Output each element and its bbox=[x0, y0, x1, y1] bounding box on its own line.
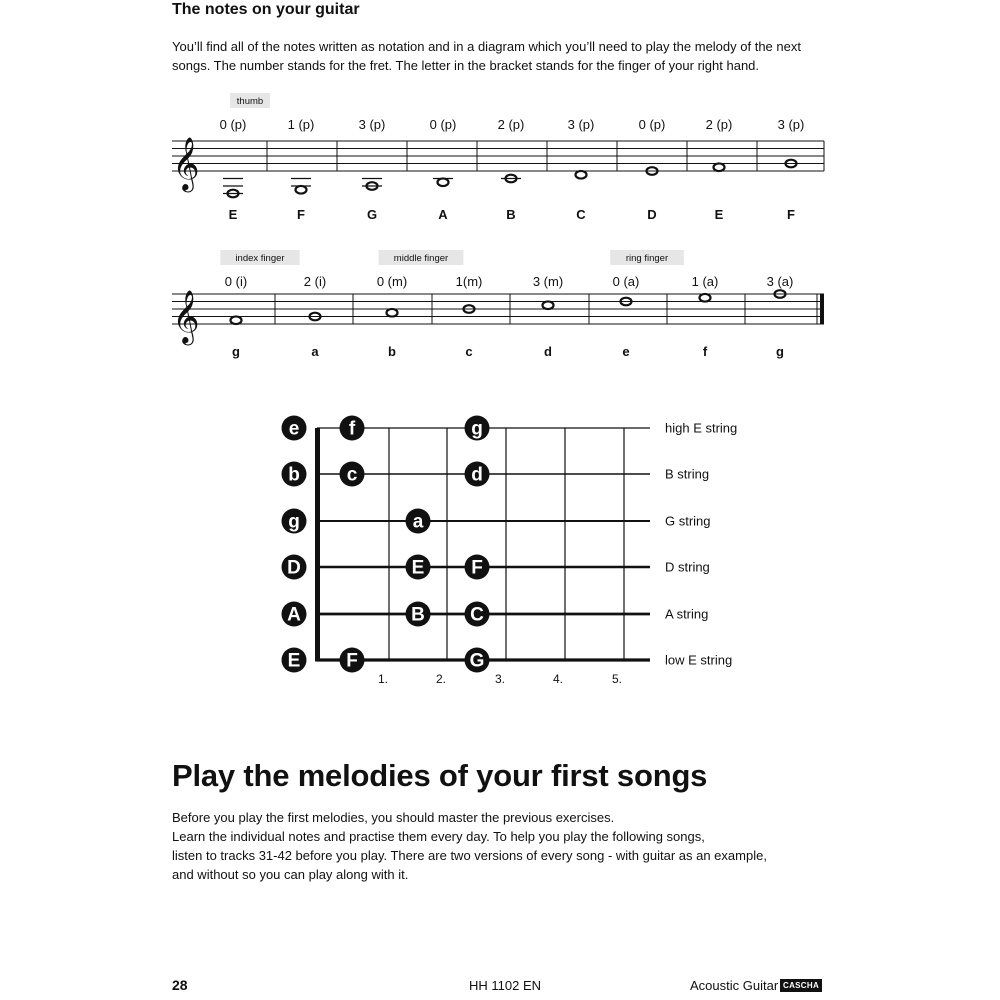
note-name: C bbox=[576, 207, 586, 222]
product-name: Acoustic Guitar bbox=[690, 978, 779, 993]
open-string-marker-label: b bbox=[288, 464, 300, 486]
fret-finger-label: 3 (p) bbox=[777, 117, 805, 132]
fret-finger-label: 0 (p) bbox=[429, 117, 457, 132]
note-name: D bbox=[647, 207, 657, 222]
open-string-marker-label: g bbox=[288, 511, 300, 533]
fret-finger-label: 3 (a) bbox=[766, 274, 794, 289]
fret-note-marker-label: d bbox=[471, 464, 483, 486]
fret-note-marker-label: G bbox=[469, 650, 485, 672]
note-name: c bbox=[465, 344, 473, 359]
note-name: b bbox=[388, 344, 396, 359]
paragraph-line: listen to tracks 31-42 before you play. There are two versions of every song - with guitar as an example, bbox=[172, 848, 767, 863]
whole-note bbox=[296, 186, 307, 194]
note-name: A bbox=[438, 207, 448, 222]
fret-note-marker-label: c bbox=[346, 464, 358, 486]
note-name: f bbox=[702, 344, 708, 359]
brand-logo: CASCHA bbox=[780, 979, 822, 992]
fret-finger-label: 0 (m) bbox=[376, 274, 408, 289]
fret-finger-label: 0 (a) bbox=[612, 274, 640, 289]
fret-finger-label: 3 (p) bbox=[358, 117, 386, 132]
treble-clef: 𝄞 bbox=[172, 137, 200, 189]
fret-finger-label: 0 (i) bbox=[224, 274, 248, 289]
fret-note-marker-label: F bbox=[471, 557, 483, 579]
fret-finger-label: 1 (p) bbox=[287, 117, 315, 132]
open-string-marker-label: D bbox=[287, 557, 301, 579]
fret-finger-label: 3 (p) bbox=[567, 117, 595, 132]
whole-note bbox=[543, 301, 554, 309]
note-name: g bbox=[776, 344, 784, 359]
whole-note bbox=[387, 309, 398, 317]
note-name: E bbox=[714, 207, 724, 222]
product-code: HH 1102 EN bbox=[469, 978, 542, 993]
whole-note bbox=[714, 163, 725, 171]
note-name: a bbox=[311, 344, 319, 359]
string-label: high E string bbox=[665, 420, 738, 436]
fret-note-marker-label: F bbox=[346, 650, 358, 672]
final-bar-thick bbox=[820, 294, 824, 324]
callout-label: ring finger bbox=[625, 253, 669, 264]
paragraph-line: Before you play the first melodies, you should master the previous exercises. bbox=[172, 810, 615, 825]
fret-number: 5. bbox=[611, 672, 623, 686]
fret-note-marker-label: a bbox=[412, 511, 424, 533]
fret-number: 3. bbox=[494, 672, 506, 686]
fret-number: 2. bbox=[435, 672, 447, 686]
page-heading: Play the melodies of your first songs bbox=[172, 758, 708, 793]
string-label: A string bbox=[665, 606, 709, 622]
fret-note-marker-label: g bbox=[471, 418, 483, 440]
whole-note bbox=[576, 171, 587, 179]
fret-finger-label: 3 (m) bbox=[532, 274, 564, 289]
paragraph-line: Learn the individual notes and practise them every day. To help you play the following songs, bbox=[172, 829, 705, 844]
fret-finger-label: 0 (p) bbox=[638, 117, 666, 132]
open-string-marker-label: E bbox=[287, 650, 301, 672]
fret-note-marker-label: C bbox=[470, 604, 484, 626]
nut bbox=[315, 428, 320, 662]
whole-note bbox=[700, 294, 711, 302]
open-string-marker-label: e bbox=[288, 418, 300, 440]
fret-number: 4. bbox=[552, 672, 564, 686]
note-name: B bbox=[506, 207, 516, 222]
note-name: G bbox=[366, 207, 378, 222]
note-name: g bbox=[232, 344, 240, 359]
fret-finger-label: 2 (i) bbox=[303, 274, 327, 289]
string-label: low E string bbox=[665, 652, 733, 668]
fret-finger-label: 1 (a) bbox=[691, 274, 719, 289]
section-title: The notes on your guitar bbox=[172, 1, 360, 18]
note-name: F bbox=[787, 207, 795, 222]
fret-note-marker-label: f bbox=[348, 418, 356, 440]
fret-finger-label: 1(m) bbox=[455, 274, 483, 289]
string-label: D string bbox=[665, 559, 710, 575]
fret-number: 1. bbox=[377, 672, 389, 686]
fret-note-marker-label: E bbox=[411, 557, 425, 579]
string-label: B string bbox=[665, 466, 710, 482]
fret-finger-label: 2 (p) bbox=[497, 117, 525, 132]
page-number: 28 bbox=[172, 977, 188, 993]
callout-label: index finger bbox=[235, 253, 285, 264]
callout-label: thumb bbox=[236, 96, 264, 107]
string-label: G string bbox=[665, 513, 711, 529]
paragraph-line: and without so you can play along with it. bbox=[172, 867, 409, 882]
note-name: d bbox=[544, 344, 552, 359]
fret-note-marker-label: B bbox=[411, 604, 425, 626]
intro-line: songs. The number stands for the fret. The letter in the bracket stands for the finger of your right hand. bbox=[172, 58, 760, 73]
callout-label: middle finger bbox=[393, 253, 449, 264]
whole-note bbox=[231, 316, 242, 324]
open-string-marker-label: A bbox=[287, 604, 301, 626]
whole-note bbox=[438, 178, 449, 186]
note-name: F bbox=[297, 207, 305, 222]
intro-line: You’ll find all of the notes written as notation and in a diagram which you’ll need to play the melody of the next bbox=[172, 39, 801, 54]
fret-finger-label: 0 (p) bbox=[219, 117, 247, 132]
fret-finger-label: 2 (p) bbox=[705, 117, 733, 132]
body-paragraph bbox=[172, 808, 767, 884]
note-name: e bbox=[622, 344, 630, 359]
note-name: E bbox=[228, 207, 238, 222]
treble-clef: 𝄞 bbox=[172, 290, 200, 342]
